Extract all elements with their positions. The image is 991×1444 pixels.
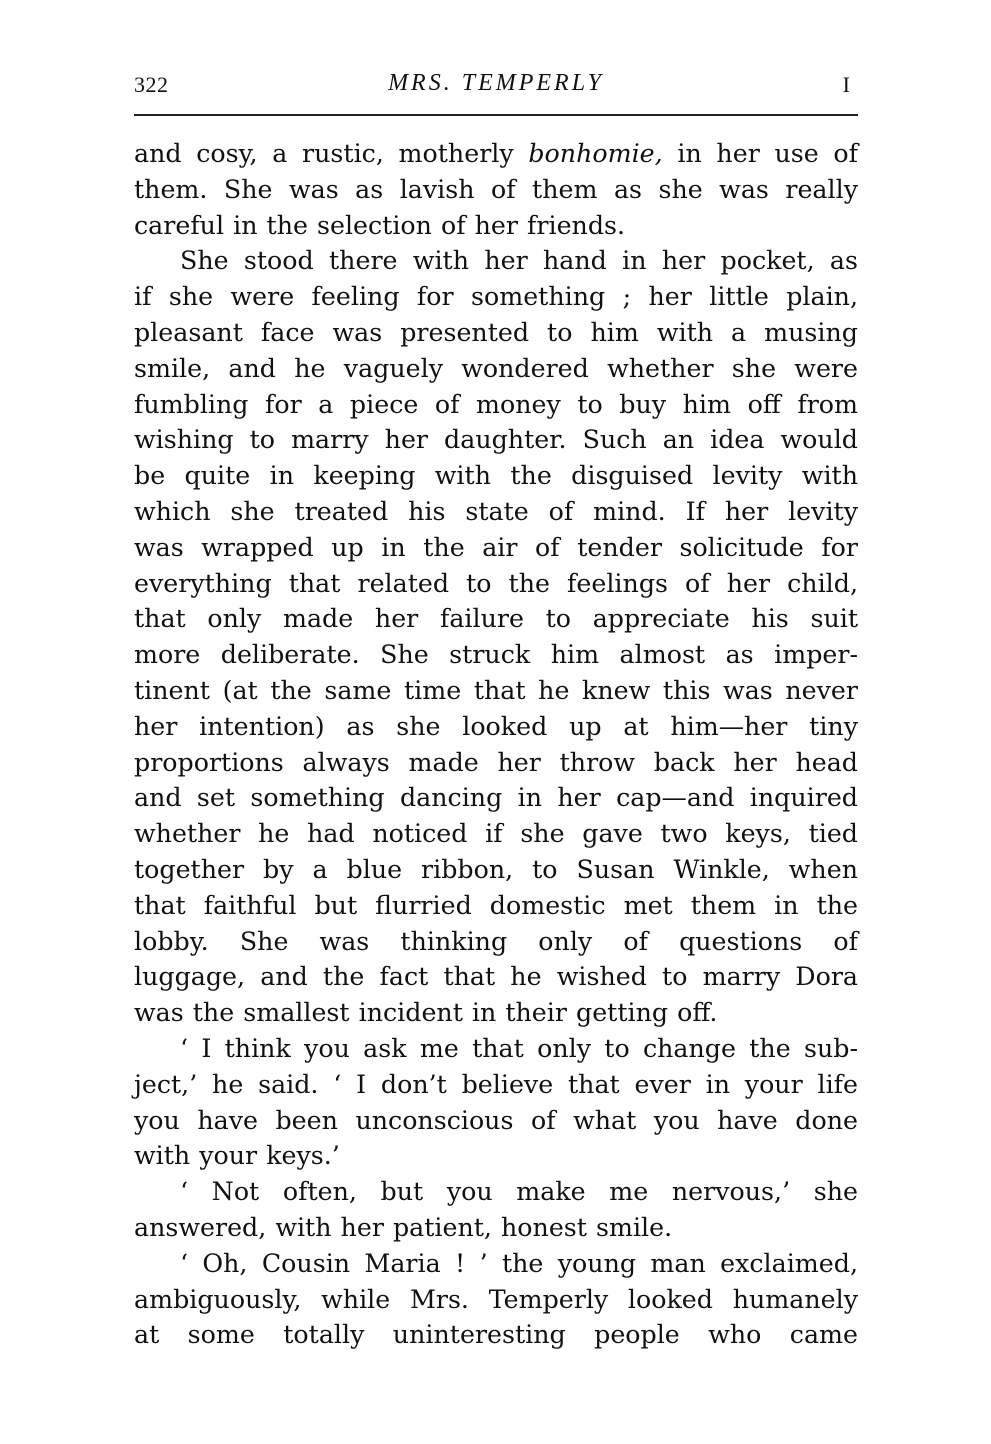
text-line-28: you have been unconscious of what you have done xyxy=(134,1105,858,1135)
text-line-23: lobby. She was thinking only of questions of xyxy=(134,926,858,956)
text-line-18: proportions always made her throw back her head xyxy=(134,747,858,777)
body-text xyxy=(134,136,858,1353)
text-line-34: at some totally uninteresting people who came xyxy=(134,1320,858,1350)
text-line-27: ject,’ he said. ‘ I don’t believe that ever in your life xyxy=(134,1069,858,1099)
text-line-26: ‘ I think you ask me that only to change the sub- xyxy=(180,1033,858,1063)
text-line-12: was wrapped up in the air of tender solicitude for xyxy=(134,532,858,562)
text-line-19: and set something dancing in her cap—and inquired xyxy=(134,783,858,813)
text-line-21: together by a blue ribbon, to Susan Winkle, when xyxy=(134,854,858,884)
text-line-24: luggage, and the fact that he wished to marry Dora xyxy=(134,962,858,992)
text-line-7: smile, and he vaguely wondered whether she were xyxy=(134,353,858,383)
text-line-10: be quite in keeping with the disguised levity with xyxy=(134,461,858,491)
text-line-9: wishing to marry her daughter. Such an idea would xyxy=(134,425,858,455)
text-line-13: everything that related to the feelings of her child, xyxy=(134,568,858,598)
text-line-8: fumbling for a piece of money to buy him off from xyxy=(134,389,858,419)
text-line-1: and cosy, a rustic, motherly bonhomie, in her use of xyxy=(134,139,858,168)
text-line-11: which she treated his state of mind. If her levity xyxy=(134,496,858,526)
text-line-22: that faithful but flurried domestic met them in the xyxy=(134,890,858,920)
text-line-14: that only made her failure to appreciate his suit xyxy=(134,604,858,634)
text-line-32: ‘ Oh, Cousin Maria ! ’ the young man exclaimed, xyxy=(180,1248,858,1278)
text-line-33: ambiguously, while Mrs. Temperly looked humanely xyxy=(134,1284,858,1314)
page-header xyxy=(134,66,858,106)
text-line-15: more deliberate. She struck him almost as imper- xyxy=(134,640,858,670)
text-line-20: whether he had noticed if she gave two keys, tied xyxy=(134,819,858,849)
header-rule xyxy=(134,114,858,116)
text-line-5: if she were feeling for something ; her little plain, xyxy=(134,282,858,312)
text-line-6: pleasant face was presented to him with a musing xyxy=(134,317,858,347)
text-line-4: She stood there with her hand in her pocket, as xyxy=(180,246,858,276)
text-line-25: was the smallest incident in their getting off. xyxy=(134,998,718,1028)
text-line-17: her intention) as she looked up at him—her tiny xyxy=(134,711,858,741)
text-line-31: answered, with her patient, honest smile. xyxy=(134,1212,673,1242)
text-line-29: with your keys.’ xyxy=(134,1141,340,1171)
text-line-30: ‘ Not often, but you make me nervous,’ she xyxy=(180,1177,858,1207)
italic-word: bonhomie, xyxy=(528,139,663,168)
text-line-16: tinent (at the same time that he knew this was never xyxy=(134,675,858,705)
running-title: MRS. TEMPERLY xyxy=(388,70,604,96)
signature-mark: I xyxy=(842,72,850,97)
text-line-3: careful in the selection of her friends. xyxy=(134,210,626,240)
text-line-2: them. She was as lavish of them as she was really xyxy=(134,174,858,204)
page-number: 322 xyxy=(134,72,169,97)
